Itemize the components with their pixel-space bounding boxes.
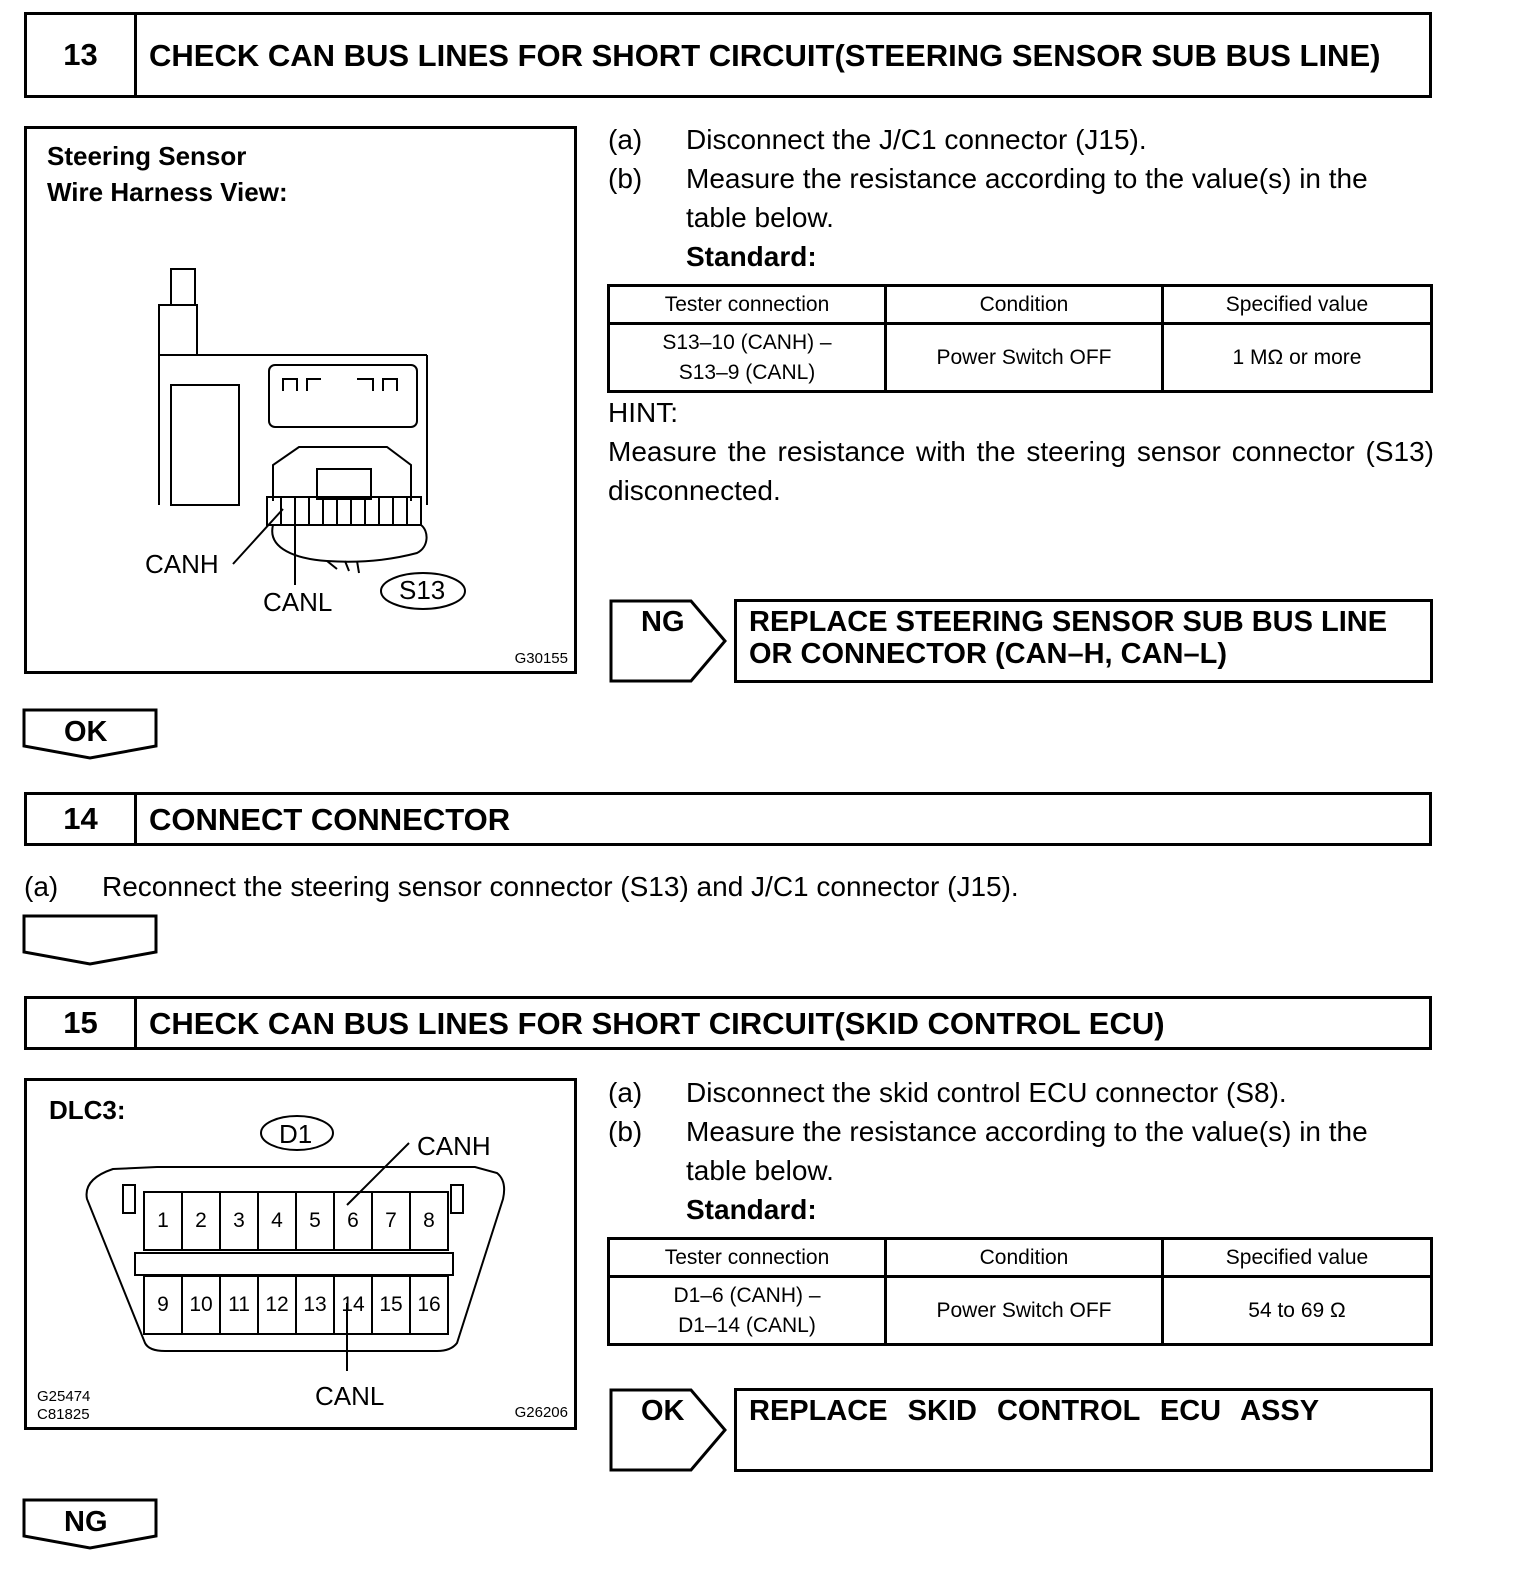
figure-code-left-1: G25474 bbox=[37, 1388, 91, 1405]
header-specified-value: Specified value bbox=[1163, 1239, 1432, 1277]
pin-cell: 3 bbox=[219, 1191, 259, 1251]
step-15-spec-table bbox=[607, 1237, 1433, 1346]
ok-flag-label: OK bbox=[64, 716, 108, 748]
cell-tester-connection: S13–10 (CANH) – S13–9 (CANL) bbox=[609, 324, 886, 392]
pin-cell: 9 bbox=[143, 1275, 183, 1335]
pin-cell: 15 bbox=[371, 1275, 411, 1335]
cell-specified-value: 54 to 69 Ω bbox=[1163, 1277, 1432, 1345]
pin-row-bottom bbox=[145, 1275, 449, 1335]
cell-condition: Power Switch OFF bbox=[886, 324, 1163, 392]
pin-cell: 12 bbox=[257, 1275, 297, 1335]
step-14-header bbox=[24, 792, 1432, 846]
figure-code-left-2: C81825 bbox=[37, 1406, 90, 1423]
step-number: 14 bbox=[27, 795, 137, 843]
header-tester-connection: Tester connection bbox=[609, 1239, 886, 1277]
standard-label: Standard: bbox=[686, 1194, 817, 1225]
header-condition: Condition bbox=[886, 286, 1163, 324]
step-title: CHECK CAN BUS LINES FOR SHORT CIRCUIT(STEERING SENSOR SUB BUS LINE) bbox=[149, 37, 1381, 73]
next-down-flag bbox=[22, 914, 160, 968]
step-number: 15 bbox=[27, 999, 137, 1047]
step-13-spec-table bbox=[607, 284, 1433, 393]
cell-condition: Power Switch OFF bbox=[886, 1277, 1163, 1345]
ok-result-box: REPLACE SKID CONTROL ECU ASSY bbox=[734, 1388, 1433, 1472]
ng-flag-label: NG bbox=[64, 1506, 108, 1538]
pin-row-top bbox=[145, 1191, 449, 1251]
canh-label: CANH bbox=[417, 1131, 491, 1161]
ng-result-box: REPLACE STEERING SENSOR SUB BUS LINE OR CONNECTOR (CAN–H, CAN–L) bbox=[734, 599, 1433, 683]
pin-cell: 1 bbox=[143, 1191, 183, 1251]
pin-cell: 14 bbox=[333, 1275, 373, 1335]
step-13-header bbox=[24, 12, 1432, 98]
step-15-header bbox=[24, 996, 1432, 1050]
connector-id-label: D1 bbox=[279, 1119, 313, 1149]
step-title: CHECK CAN BUS LINES FOR SHORT CIRCUIT(SKID CONTROL ECU) bbox=[149, 1005, 1165, 1041]
pin-cell: 7 bbox=[371, 1191, 411, 1251]
hint-label: HINT: bbox=[608, 397, 678, 428]
figure-subheading: Wire Harness View: bbox=[47, 177, 288, 207]
pin-cell: 2 bbox=[181, 1191, 221, 1251]
header-condition: Condition bbox=[886, 1239, 1163, 1277]
header-tester-connection: Tester connection bbox=[609, 286, 886, 324]
ng-flag-label: NG bbox=[641, 606, 685, 638]
pin-cell: 8 bbox=[409, 1191, 449, 1251]
figure-code: G30155 bbox=[514, 650, 568, 667]
step-15-instruction-b: (b) Measure the resistance according to the value(s) in the table below. bbox=[608, 1116, 1368, 1186]
step-13-instruction-b: (b) Measure the resistance according to the value(s) in the table below. bbox=[608, 163, 1368, 233]
pin-cell: 6 bbox=[333, 1191, 373, 1251]
canh-label: CANH bbox=[145, 549, 219, 579]
cell-tester-connection: D1–6 (CANH) – D1–14 (CANL) bbox=[609, 1277, 886, 1345]
cell-specified-value: 1 MΩ or more bbox=[1163, 324, 1432, 392]
canl-label: CANL bbox=[263, 587, 333, 617]
header-specified-value: Specified value bbox=[1163, 286, 1432, 324]
canl-label: CANL bbox=[315, 1381, 385, 1411]
hint-text: Measure the resistance with the steering sensor connector (S13) disconnected. bbox=[608, 436, 1434, 506]
pin-cell: 11 bbox=[219, 1275, 259, 1335]
pin-cell: 4 bbox=[257, 1191, 297, 1251]
figure-code-right: G26206 bbox=[514, 1404, 568, 1421]
pin-cell: 10 bbox=[181, 1275, 221, 1335]
pin-cell: 5 bbox=[295, 1191, 335, 1251]
pin-cell: 13 bbox=[295, 1275, 335, 1335]
standard-label: Standard: bbox=[686, 241, 817, 272]
pin-cell: 16 bbox=[409, 1275, 449, 1335]
step-title: CONNECT CONNECTOR bbox=[149, 801, 511, 837]
ok-flag-label: OK bbox=[641, 1395, 685, 1427]
connector-id-label: S13 bbox=[399, 575, 446, 605]
figure-heading: DLC3: bbox=[49, 1095, 126, 1125]
steering-sensor-figure bbox=[24, 126, 577, 674]
figure-heading: Steering Sensor bbox=[47, 141, 247, 171]
dlc3-figure bbox=[24, 1078, 577, 1430]
step-number: 13 bbox=[27, 15, 137, 95]
